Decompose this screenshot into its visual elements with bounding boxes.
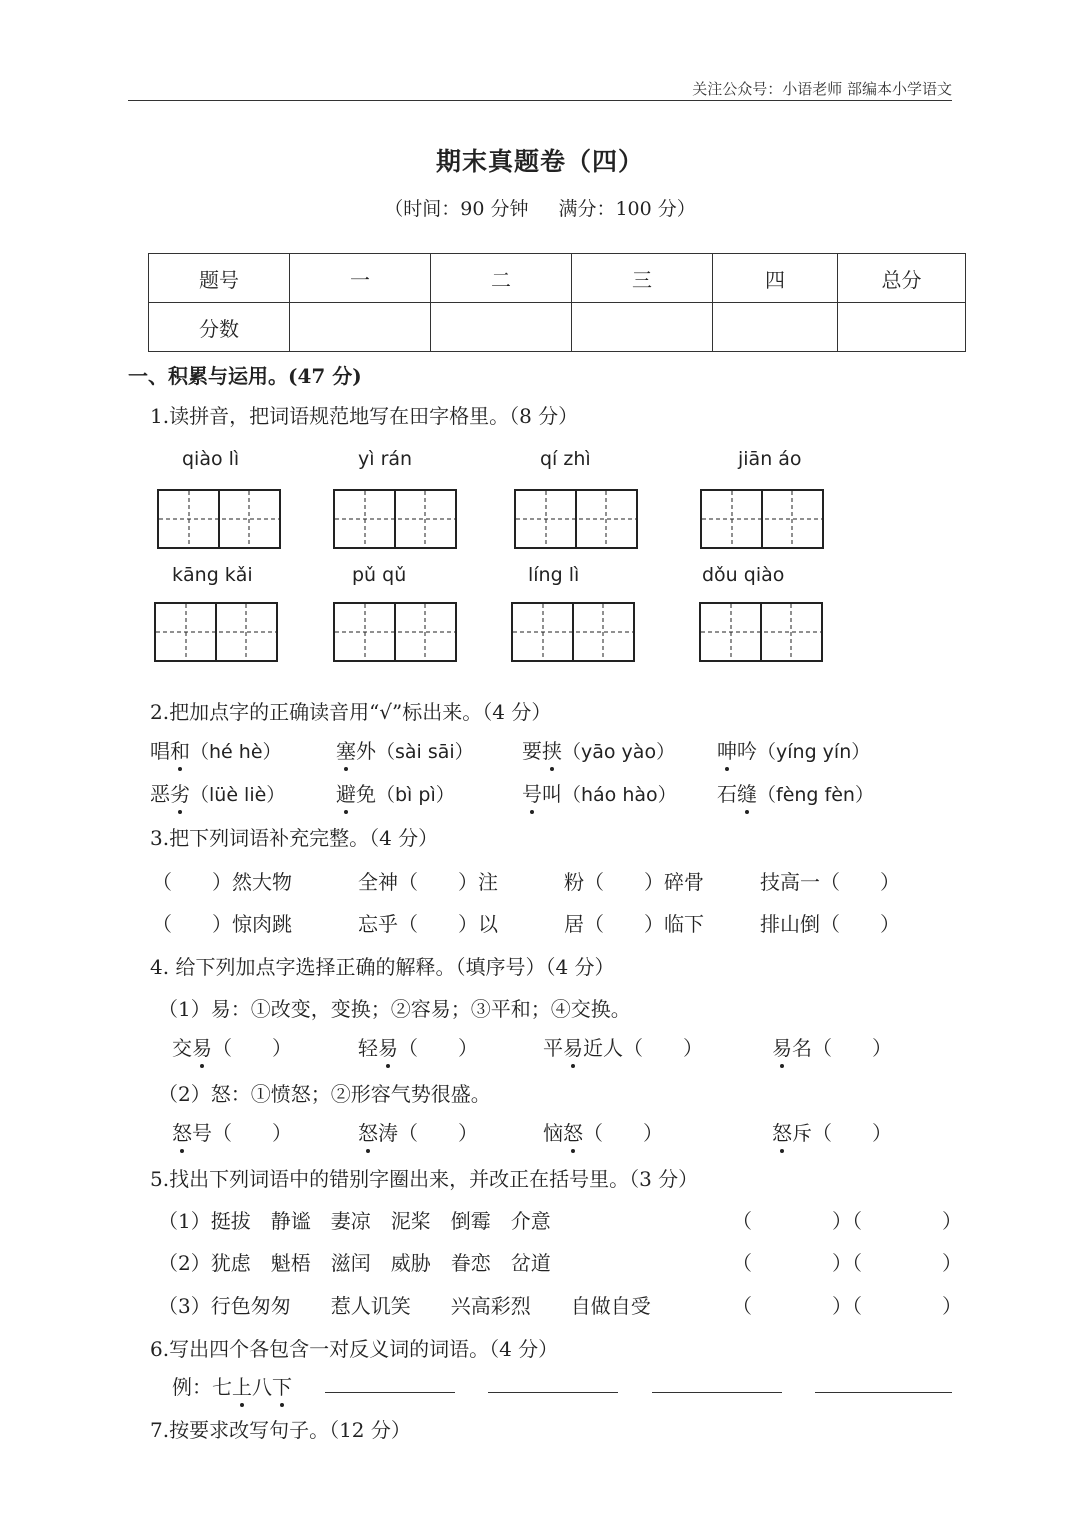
q3-item[interactable]: 排山倒（ ） <box>760 912 900 936</box>
pinyin-label: yì rán <box>358 448 413 470</box>
q2-dotted-char: 呻 <box>717 735 737 764</box>
q6-example-dotted-char: 下 <box>272 1371 292 1400</box>
q2-pinyin-options[interactable]: （lüè liè） <box>190 784 286 806</box>
q4-dotted-char: 易 <box>378 1032 398 1061</box>
q2-char: 免 <box>356 782 376 806</box>
score-table-row-label: 分数 <box>149 303 290 352</box>
q4-dotted-char: 易 <box>772 1032 792 1061</box>
tianzige-box[interactable] <box>333 489 457 549</box>
score-table <box>148 253 966 352</box>
q6-title: 6.写出四个各包含一对反义词的词语。（4 分） <box>150 1337 559 1361</box>
page-title: 期末真题卷（四） <box>435 147 644 176</box>
q2-char: 要 <box>522 739 542 763</box>
q4-part2-label: （2）怒：①愤怒；②形容气势很盛。 <box>158 1082 491 1106</box>
q6-answer-line[interactable] <box>815 1392 952 1393</box>
q4-title: 4. 给下列加点字选择正确的解释。（填序号）（4 分） <box>150 955 615 979</box>
q2-char: 叫 <box>542 782 562 806</box>
q4-dotted-char: 怒 <box>563 1117 583 1146</box>
q4-dotted-char: 易 <box>563 1032 583 1061</box>
page-subtitle <box>0 194 1080 221</box>
q2-char: 恶 <box>150 782 170 806</box>
q4-item[interactable] <box>358 1117 478 1146</box>
q2-item <box>717 735 870 764</box>
q2-item <box>150 735 282 764</box>
q4-answer: （ ） <box>212 1036 292 1060</box>
tianzige-box[interactable] <box>700 489 824 549</box>
pinyin-label: jiān áo <box>738 448 802 470</box>
score-table-header-cell: 总分 <box>838 254 966 303</box>
q2-item <box>336 735 474 764</box>
q4-answer: （ ） <box>583 1121 663 1145</box>
q3-item[interactable]: 粉（ ）碎骨 <box>564 870 704 894</box>
q4-item[interactable] <box>358 1032 478 1061</box>
q2-item <box>150 778 285 807</box>
score-table-header-cell: 一 <box>290 254 431 303</box>
q6-example-char: 七 <box>212 1375 232 1399</box>
q4-item[interactable] <box>543 1032 703 1061</box>
q5-answer-brackets[interactable]: （ ）（ ） <box>732 1294 962 1318</box>
q4-answer: （ ） <box>398 1036 478 1060</box>
q4-answer: 号（ ） <box>192 1121 292 1145</box>
q4-answer: 名（ ） <box>792 1036 892 1060</box>
q4-item[interactable] <box>543 1117 663 1146</box>
q4-char: 轻 <box>358 1036 378 1060</box>
section-1-title: 一、积累与运用。(47 分) <box>128 364 362 388</box>
q5-answer-brackets[interactable]: （ ）（ ） <box>732 1251 962 1275</box>
score-cell[interactable] <box>431 303 572 352</box>
pinyin-label: dǒu qiào <box>702 564 785 586</box>
tianzige-box[interactable] <box>157 489 281 549</box>
q5-title: 5.找出下列词语中的错别字圈出来，并改正在括号里。（3 分） <box>150 1167 699 1191</box>
score-table-header-cell: 题号 <box>149 254 290 303</box>
q4-item[interactable] <box>172 1117 292 1146</box>
q2-char: 吟 <box>737 739 757 763</box>
q4-char: 交 <box>172 1036 192 1060</box>
score-cell[interactable] <box>838 303 966 352</box>
score-table-header-row <box>149 254 966 303</box>
pinyin-label: pǔ qǔ <box>352 564 407 586</box>
q6-example-char: 八 <box>252 1375 272 1399</box>
q4-answer: 斥（ ） <box>792 1121 892 1145</box>
q3-item[interactable]: 居（ ）临下 <box>564 912 704 936</box>
q2-dotted-char: 劣 <box>170 778 190 807</box>
q2-item <box>522 735 675 764</box>
tianzige-box[interactable] <box>333 602 457 662</box>
q4-dotted-char: 易 <box>192 1032 212 1061</box>
pinyin-label: kāng kǎi <box>172 564 253 586</box>
q2-dotted-char: 缝 <box>737 778 757 807</box>
q2-dotted-char: 挟 <box>542 735 562 764</box>
q7-title: 7.按要求改写句子。（12 分） <box>150 1418 411 1442</box>
q3-item[interactable]: 技高一（ ） <box>760 870 900 894</box>
tianzige-box[interactable] <box>511 602 635 662</box>
q4-char: 恼 <box>543 1121 563 1145</box>
q2-item <box>336 778 455 807</box>
q2-item <box>717 778 874 807</box>
tianzige-box[interactable] <box>514 489 638 549</box>
score-table-header-cell: 三 <box>572 254 713 303</box>
score-table-score-row <box>149 303 966 352</box>
q3-item[interactable]: 全神（ ）注 <box>358 870 498 894</box>
q6-answer-line[interactable] <box>488 1392 618 1393</box>
q2-dotted-char: 塞 <box>336 735 356 764</box>
q4-dotted-char: 怒 <box>772 1117 792 1146</box>
tianzige-box[interactable] <box>699 602 823 662</box>
pinyin-label: qiào lì <box>182 448 240 470</box>
q2-pinyin-options[interactable]: （bì pì） <box>376 784 455 806</box>
tianzige-box[interactable] <box>154 602 278 662</box>
score-cell[interactable] <box>713 303 838 352</box>
q1-title: 1.读拼音，把词语规范地写在田字格里。（8 分） <box>150 404 579 428</box>
subtitle-score: 满分：100 分） <box>558 198 696 220</box>
q3-item[interactable]: （ ）然大物 <box>152 870 292 894</box>
q6-answer-line[interactable] <box>325 1392 455 1393</box>
q5-row: （3）行色匆匆 惹人讥笑 兴高彩烈 自做自受 <box>158 1294 651 1318</box>
q2-pinyin-options[interactable]: （sài sāi） <box>376 741 474 763</box>
q6-example-dotted-char: 上 <box>232 1371 252 1400</box>
q5-row: （1）挺拔 静谧 妻凉 泥桨 倒霉 介意 <box>158 1209 551 1233</box>
q2-pinyin-options[interactable]: （fèng fèn） <box>757 784 874 806</box>
q5-row: （2）犹虑 魁梧 滋闰 威胁 眷恋 岔道 <box>158 1251 551 1275</box>
q2-item <box>522 778 677 807</box>
q6-example <box>172 1371 292 1400</box>
q2-char: 唱 <box>150 739 170 763</box>
score-cell[interactable] <box>572 303 713 352</box>
score-table-header-cell: 二 <box>431 254 572 303</box>
pinyin-label: líng lì <box>528 564 580 586</box>
q6-answer-line[interactable] <box>652 1392 782 1393</box>
q2-title: 2.把加点字的正确读音用“√”标出来。（4 分） <box>150 700 552 724</box>
q4-answer: 涛（ ） <box>378 1121 478 1145</box>
q4-dotted-char: 怒 <box>172 1117 192 1146</box>
subtitle-time: （时间：90 分钟 <box>384 198 529 220</box>
score-cell[interactable] <box>290 303 431 352</box>
q2-dotted-char: 避 <box>336 778 356 807</box>
q3-item[interactable]: 忘乎（ ）以 <box>358 912 498 936</box>
q3-item[interactable]: （ ）惊肉跳 <box>152 912 292 936</box>
header-divider <box>128 100 952 101</box>
q4-item[interactable] <box>772 1032 892 1061</box>
q6-example-label: 例： <box>172 1375 212 1399</box>
q4-answer: 近人（ ） <box>583 1036 703 1060</box>
q2-pinyin-options[interactable]: （hé hè） <box>190 741 282 763</box>
q2-dotted-char: 和 <box>170 735 190 764</box>
q2-char: 外 <box>356 739 376 763</box>
q4-char: 平 <box>543 1036 563 1060</box>
score-table-header-cell: 四 <box>713 254 838 303</box>
q4-item[interactable] <box>772 1117 892 1146</box>
pinyin-label: qí zhì <box>540 448 591 470</box>
q4-dotted-char: 怒 <box>358 1117 378 1146</box>
q2-dotted-char: 号 <box>522 778 542 807</box>
q2-char: 石 <box>717 782 737 806</box>
q2-pinyin-options[interactable]: （yāo yào） <box>562 741 676 763</box>
q3-title: 3.把下列词语补充完整。（4 分） <box>150 826 439 850</box>
q2-pinyin-options[interactable]: （háo hào） <box>562 784 677 806</box>
q2-pinyin-options[interactable]: （yíng yín） <box>757 741 871 763</box>
q4-item[interactable] <box>172 1032 292 1061</box>
q5-answer-brackets[interactable]: （ ）（ ） <box>732 1209 962 1233</box>
header-source: 关注公众号：小语老师 部编本小学语文 <box>692 80 952 98</box>
q4-part1-label: （1）易：①改变，变换；②容易；③平和；④交换。 <box>158 997 631 1021</box>
